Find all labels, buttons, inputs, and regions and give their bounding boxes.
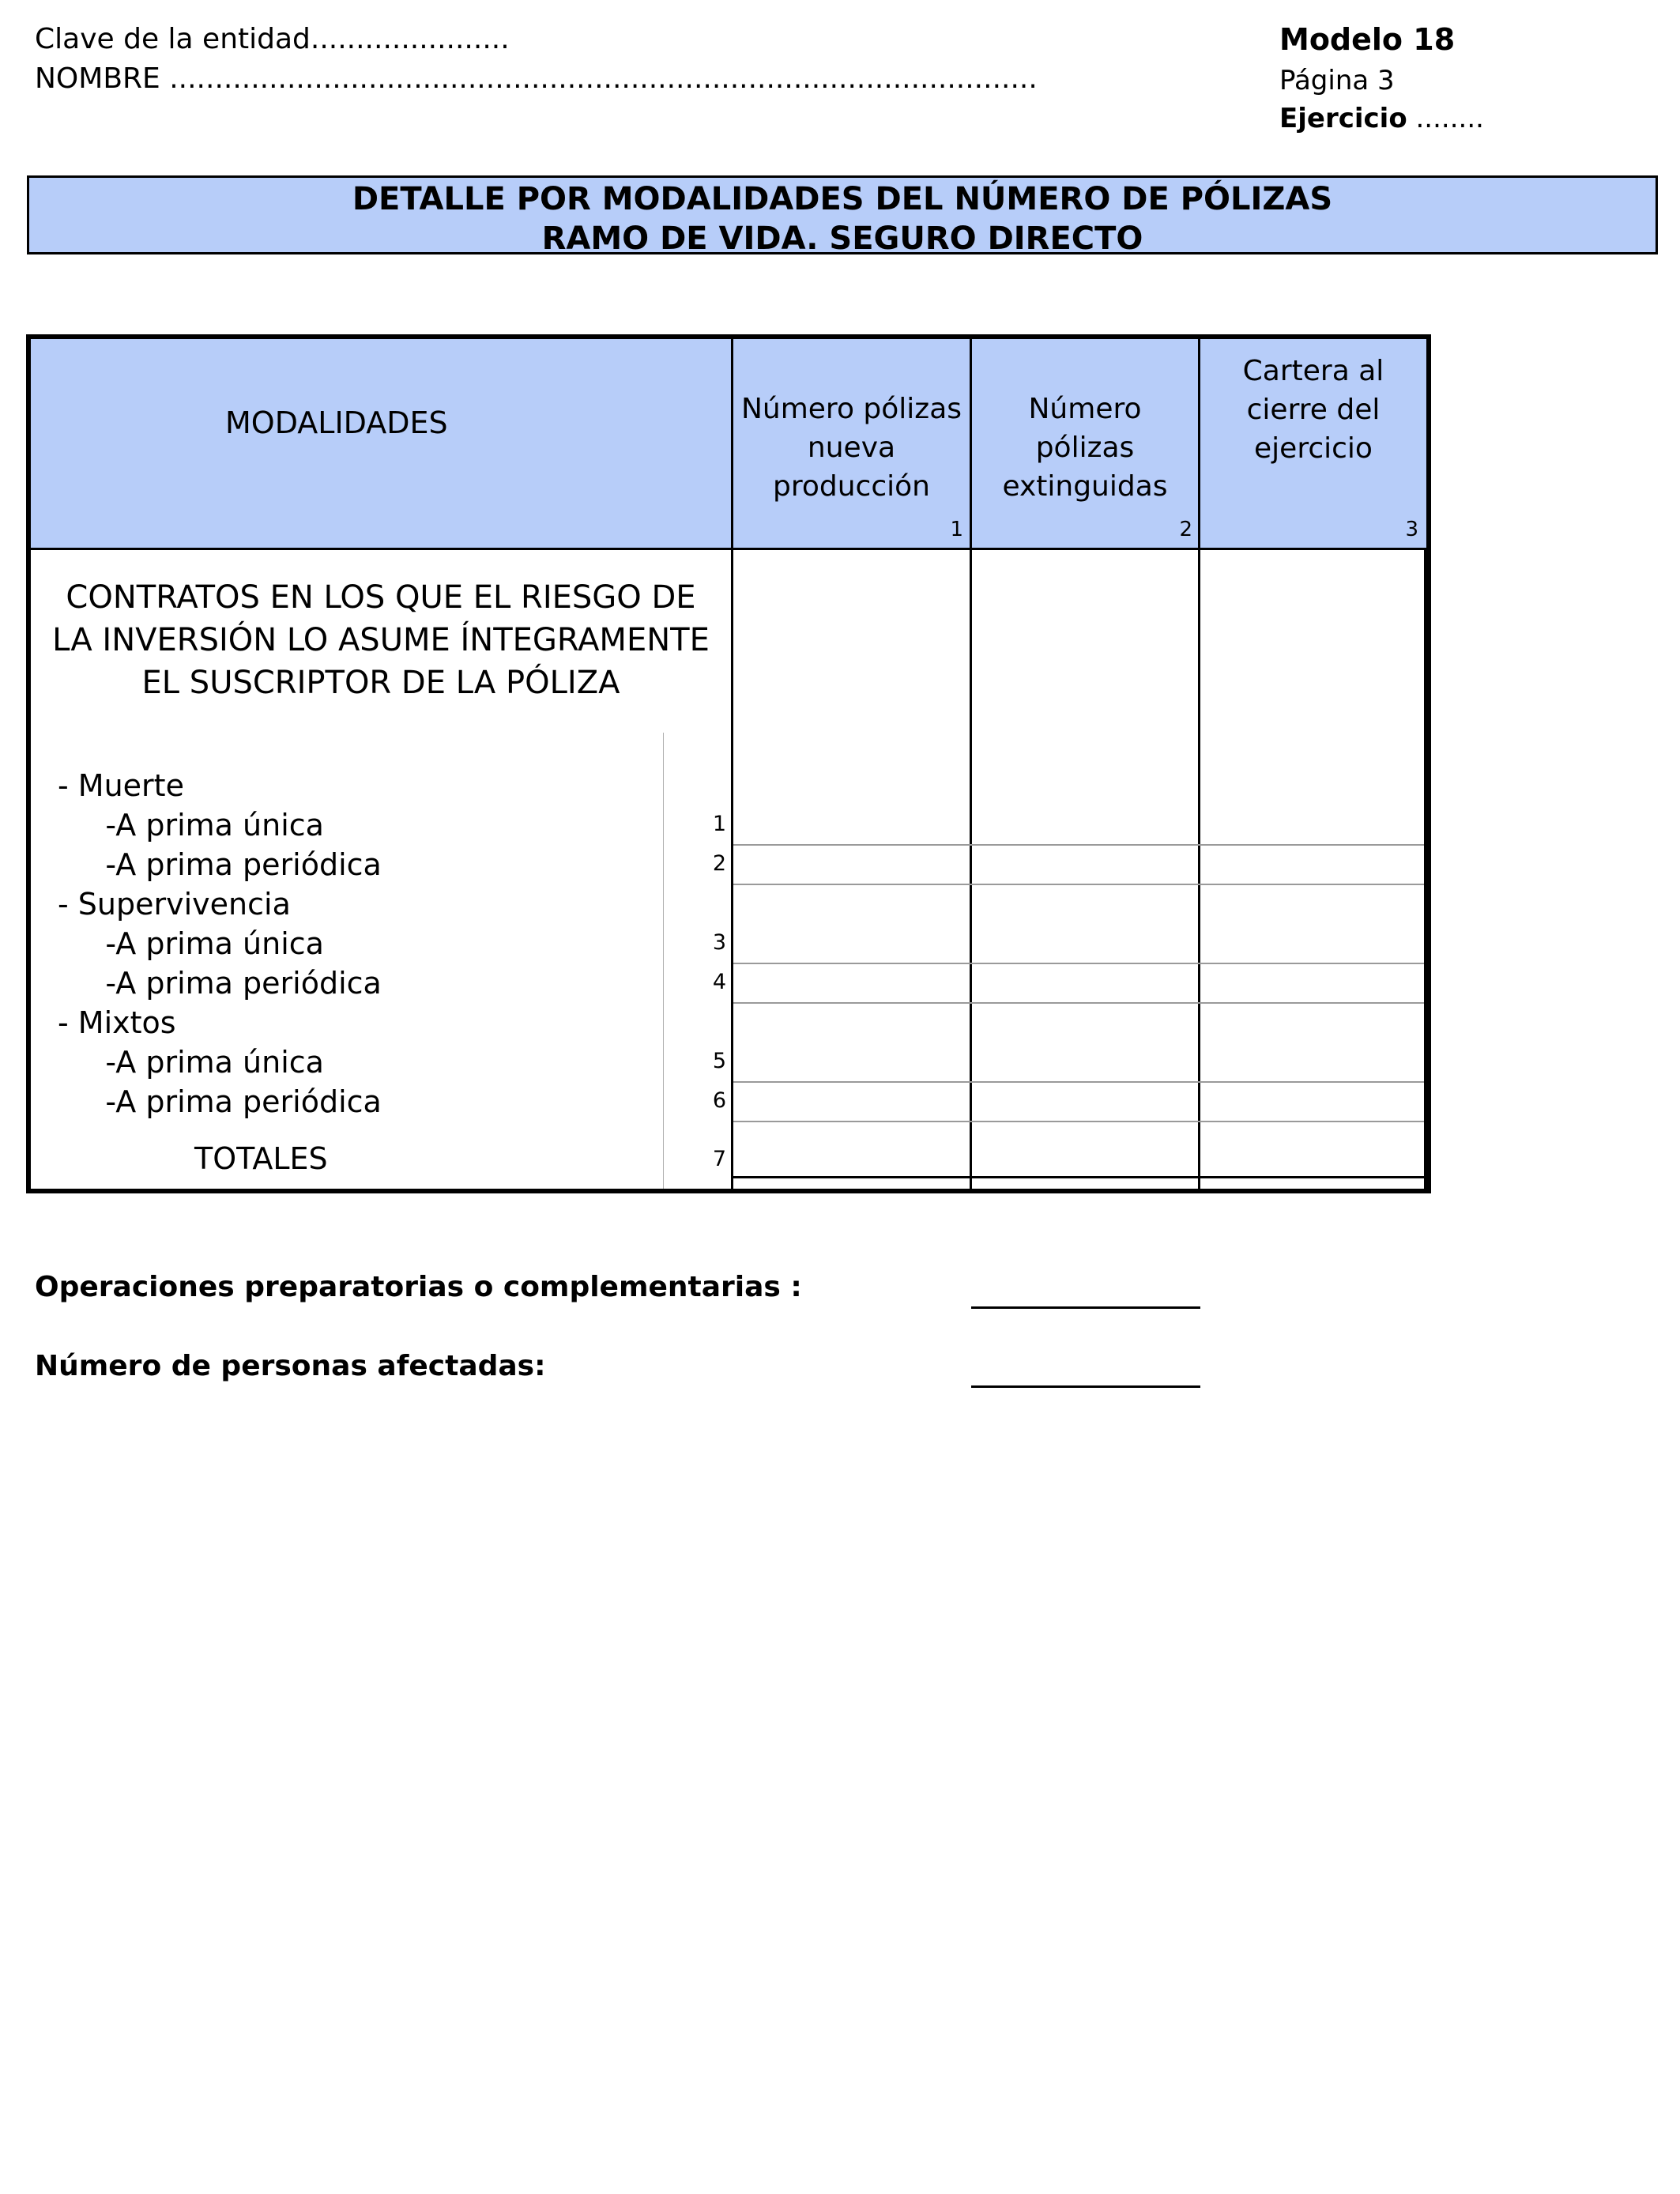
col-header-3 (1200, 352, 1426, 468)
section-line-1: CONTRATOS EN LOS QUE EL RIESGO DE (66, 579, 696, 616)
col1-line2: nueva (807, 432, 896, 464)
ejercicio-field (1279, 101, 1484, 136)
row-supervivencia-unica: -A prima única (58, 926, 324, 961)
col3-line3: ejercicio (1254, 432, 1373, 465)
section-heading (31, 576, 731, 704)
row-sep-6 (733, 1121, 1424, 1122)
ejercicio-dots: ........ (1415, 103, 1484, 134)
clave-entidad: Clave de la entidad...................... (35, 23, 510, 55)
col3-line1: Cartera al (1242, 355, 1384, 387)
row-num-4: 4 (712, 970, 726, 994)
row-mixtos-unica: -A prima única (58, 1045, 324, 1080)
col1-line3: producción (773, 470, 930, 503)
col2-line3: extinguidas (1002, 470, 1168, 503)
row-muerte-periodica: -A prima periódica (58, 847, 382, 882)
totals-line (733, 1176, 1424, 1178)
header-bottom-line (31, 548, 1426, 550)
col-divider-4 (1424, 548, 1426, 1189)
col1-line1: Número pólizas (740, 393, 962, 425)
nombre-field: NOMBRE ................................................................................................ (35, 62, 1038, 95)
modelo-label: Modelo 18 (1279, 22, 1456, 57)
section-line-2: LA INVERSIÓN LO ASUME ÍNTEGRAMENTE (52, 622, 710, 658)
col-num-1: 1 (950, 518, 963, 541)
row-sep-5 (733, 1081, 1424, 1083)
modalidades-header: MODALIDADES (225, 405, 448, 440)
row-num-6: 6 (712, 1088, 726, 1113)
row-num-7: 7 (712, 1147, 726, 1171)
personas-field[interactable] (971, 1385, 1200, 1388)
rownum-divider (663, 733, 664, 1189)
ejercicio-label: Ejercicio (1279, 103, 1407, 134)
row-mixtos-periodica: -A prima periódica (58, 1084, 382, 1119)
col3-line2: cierre del (1246, 394, 1381, 426)
row-muerte-unica: -A prima única (58, 808, 324, 843)
col-num-2: 2 (1179, 518, 1192, 541)
row-supervivencia: - Supervivencia (58, 887, 291, 922)
personas-label: Número de personas afectadas: (35, 1350, 546, 1382)
col-num-3: 3 (1405, 518, 1418, 541)
row-sep-3 (733, 963, 1424, 964)
operaciones-field[interactable] (971, 1306, 1200, 1309)
title-line-2: RAMO DE VIDA. SEGURO DIRECTO (541, 221, 1143, 257)
pagina-label: Página 3 (1279, 65, 1395, 96)
row-sep-4 (733, 1002, 1424, 1004)
row-mixtos: - Mixtos (58, 1005, 176, 1040)
row-totales: TOTALES (194, 1141, 328, 1176)
row-muerte: - Muerte (58, 768, 184, 803)
title-box (27, 175, 1658, 257)
row-num-1: 1 (712, 812, 726, 836)
row-num-5: 5 (712, 1049, 726, 1073)
col-header-2 (972, 390, 1198, 506)
row-sep-1 (733, 844, 1424, 846)
operaciones-label: Operaciones preparatorias o complementarias : (35, 1271, 802, 1303)
row-num-2: 2 (712, 851, 726, 876)
row-supervivencia-periodica: -A prima periódica (58, 966, 382, 1001)
col2-line1: Número (1028, 393, 1142, 425)
col2-line2: pólizas (1035, 432, 1135, 464)
section-line-3: EL SUSCRIPTOR DE LA PÓLIZA (141, 665, 620, 701)
title-line-1: DETALLE POR MODALIDADES DEL NÚMERO DE PÓLIZAS (352, 181, 1333, 217)
modalidades-table (26, 334, 1431, 1193)
row-sep-2 (733, 884, 1424, 885)
col-header-1 (733, 390, 970, 506)
row-num-3: 3 (712, 930, 726, 955)
